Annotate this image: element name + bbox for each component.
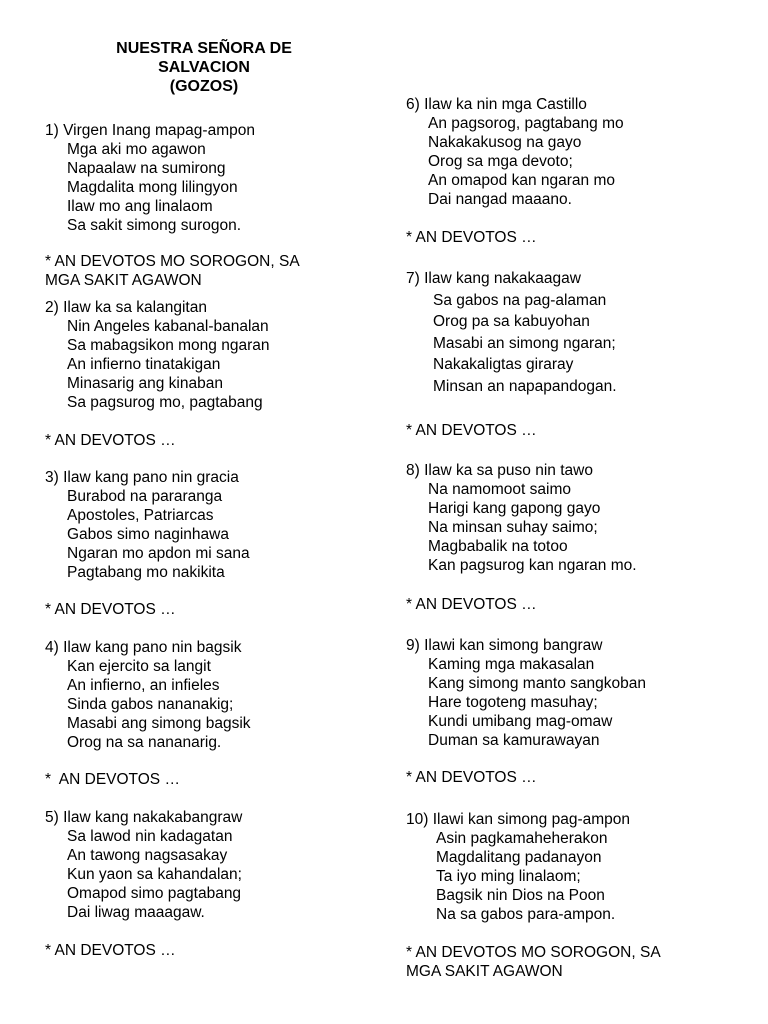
verse-line: Kan ejercito sa langit bbox=[67, 658, 211, 675]
verse-line: Nakakakusog na gayo bbox=[428, 134, 582, 151]
refrain-short-line: * AN DEVOTOS … bbox=[406, 229, 537, 246]
verse-line: Harigi kang gapong gayo bbox=[428, 500, 601, 517]
refrain-short bbox=[45, 770, 180, 789]
refrain-short-line: * AN DEVOTOS … bbox=[45, 601, 176, 618]
verse-line: Burabod na pararanga bbox=[67, 488, 223, 505]
verse-line: Masabi ang simong bagsik bbox=[67, 715, 251, 732]
title-line-3: (GOZOS) bbox=[169, 78, 239, 95]
verse-first-line: 3) Ilaw kang pano nin gracia bbox=[45, 469, 239, 486]
verse-line: Hare togoteng masuhay; bbox=[428, 694, 598, 711]
refrain-line-1: * AN DEVOTOS MO SOROGON, SA bbox=[45, 253, 300, 270]
verse-line: Sa pagsurog mo, pagtabang bbox=[67, 394, 263, 411]
verse-line: Masabi an simong ngaran; bbox=[433, 334, 616, 352]
verse-line: Duman sa kamurawayan bbox=[428, 732, 600, 749]
refrain-short-line: * AN DEVOTOS … bbox=[45, 942, 176, 959]
verse-line: Mga aki mo agawon bbox=[67, 141, 206, 158]
verse-line: Omapod simo pagtabang bbox=[67, 885, 242, 902]
refrain-short bbox=[406, 595, 537, 614]
verse-9 bbox=[406, 636, 646, 750]
verse-6 bbox=[406, 95, 624, 209]
verse-first-line: 4) Ilaw kang pano nin bagsik bbox=[45, 639, 242, 656]
refrain-short bbox=[45, 431, 176, 450]
verse-line: Gabos simo naginhawa bbox=[67, 526, 229, 543]
refrain-line-2: MGA SAKIT AGAWON bbox=[406, 963, 563, 980]
verse-line: Asin pagkamaheherakon bbox=[436, 830, 608, 847]
verse-line: An infierno tinatakigan bbox=[67, 356, 221, 373]
verse-line: Sinda gabos nananakig; bbox=[67, 696, 234, 713]
verse-line: Ngaran mo apdon mi sana bbox=[67, 545, 250, 562]
verse-first-line: 1) Virgen Inang mapag-ampon bbox=[45, 122, 255, 139]
verse-first-line: 9) Ilawi kan simong bangraw bbox=[406, 637, 603, 654]
verse-line: Orog pa sa kabuyohan bbox=[433, 313, 590, 330]
verse-line: An omapod kan ngaran mo bbox=[428, 172, 615, 189]
refrain-short bbox=[406, 421, 537, 440]
verse-line: Kan pagsurog kan ngaran mo. bbox=[428, 557, 637, 574]
verse-line: Orog sa mga devoto; bbox=[428, 153, 573, 170]
title-line-2: SALVACION bbox=[158, 59, 250, 76]
verse-4 bbox=[45, 638, 251, 752]
verse-line: Pagtabang mo nakikita bbox=[67, 564, 225, 581]
verse-line: Apostoles, Patriarcas bbox=[67, 507, 214, 524]
verse-line: An tawong nagsasakay bbox=[67, 847, 228, 864]
refrain-short-line: * AN DEVOTOS … bbox=[406, 422, 537, 439]
document-title bbox=[44, 39, 364, 96]
verse-line: Sa lawod nin kadagatan bbox=[67, 828, 233, 845]
verse-first-line: 5) Ilaw kang nakakabangraw bbox=[45, 809, 243, 826]
verse-8 bbox=[406, 461, 637, 575]
title-line-1: NUESTRA SEÑORA DE bbox=[116, 40, 292, 57]
refrain-short-line: * AN DEVOTOS … bbox=[45, 432, 176, 449]
verse-line: Magdalitang padanayon bbox=[436, 849, 602, 866]
verse-line: Magbabalik na totoo bbox=[428, 538, 568, 555]
verse-2 bbox=[45, 298, 270, 412]
verse-7 bbox=[406, 268, 617, 397]
refrain-short-line: * AN DEVOTOS … bbox=[45, 771, 180, 788]
verse-line: Dai liwag maaagaw. bbox=[67, 904, 205, 921]
verse-line: Orog na sa nananarig. bbox=[67, 734, 222, 751]
verse-3 bbox=[45, 468, 250, 582]
refrain-short bbox=[406, 228, 537, 247]
refrain-short-line: * AN DEVOTOS … bbox=[406, 769, 537, 786]
refrain-short bbox=[45, 941, 176, 960]
verse-10 bbox=[406, 810, 630, 924]
verse-line: Na sa gabos para-ampon. bbox=[436, 906, 616, 923]
verse-line: An infierno, an infieles bbox=[67, 677, 220, 694]
verse-first-line: 2) Ilaw ka sa kalangitan bbox=[45, 299, 207, 316]
verse-line: Magdalita mong lilingyon bbox=[67, 179, 238, 196]
verse-line: Dai nangad maaano. bbox=[428, 191, 572, 208]
verse-line: Ilaw mo ang linalaom bbox=[67, 198, 213, 215]
refrain-full bbox=[406, 943, 661, 981]
refrain-short bbox=[406, 768, 537, 787]
verse-line: Kun yaon sa kahandalan; bbox=[67, 866, 242, 883]
verse-1 bbox=[45, 121, 255, 235]
verse-line: An pagsorog, pagtabang mo bbox=[428, 115, 624, 132]
verse-line: Ta iyo ming linalaom; bbox=[436, 868, 581, 885]
verse-line: Sa mabagsikon mong ngaran bbox=[67, 337, 270, 354]
refrain-short bbox=[45, 600, 176, 619]
verse-line: Nakakaligtas giraray bbox=[433, 356, 574, 373]
verse-line: Napaalaw na sumirong bbox=[67, 160, 226, 177]
verse-first-line: 7) Ilaw kang nakakaagaw bbox=[406, 270, 581, 287]
verse-line: Nin Angeles kabanal-banalan bbox=[67, 318, 269, 335]
verse-line: Na minsan suhay saimo; bbox=[428, 519, 598, 536]
refrain-short-line: * AN DEVOTOS … bbox=[406, 596, 537, 613]
verse-5 bbox=[45, 808, 242, 922]
verse-line: Bagsik nin Dios na Poon bbox=[436, 887, 605, 904]
verse-line: Kang simong manto sangkoban bbox=[428, 675, 647, 692]
verse-line: Sa gabos na pag-alaman bbox=[433, 291, 607, 309]
verse-first-line: 10) Ilawi kan simong pag-ampon bbox=[406, 811, 631, 828]
refrain-full bbox=[45, 252, 300, 290]
verse-line: Kaming mga makasalan bbox=[428, 656, 595, 673]
verse-line: Na namomoot saimo bbox=[428, 481, 572, 498]
refrain-line-2: MGA SAKIT AGAWON bbox=[45, 272, 202, 289]
verse-line: Sa sakit simong surogon. bbox=[67, 217, 242, 234]
verse-line: Minasarig ang kinaban bbox=[67, 375, 223, 392]
verse-first-line: 8) Ilaw ka sa puso nin tawo bbox=[406, 462, 593, 479]
verse-first-line: 6) Ilaw ka nin mga Castillo bbox=[406, 96, 587, 113]
verse-line: Kundi umibang mag-omaw bbox=[428, 713, 613, 730]
refrain-line-1: * AN DEVOTOS MO SOROGON, SA bbox=[406, 944, 661, 961]
verse-line: Minsan an napapandogan. bbox=[433, 377, 617, 395]
